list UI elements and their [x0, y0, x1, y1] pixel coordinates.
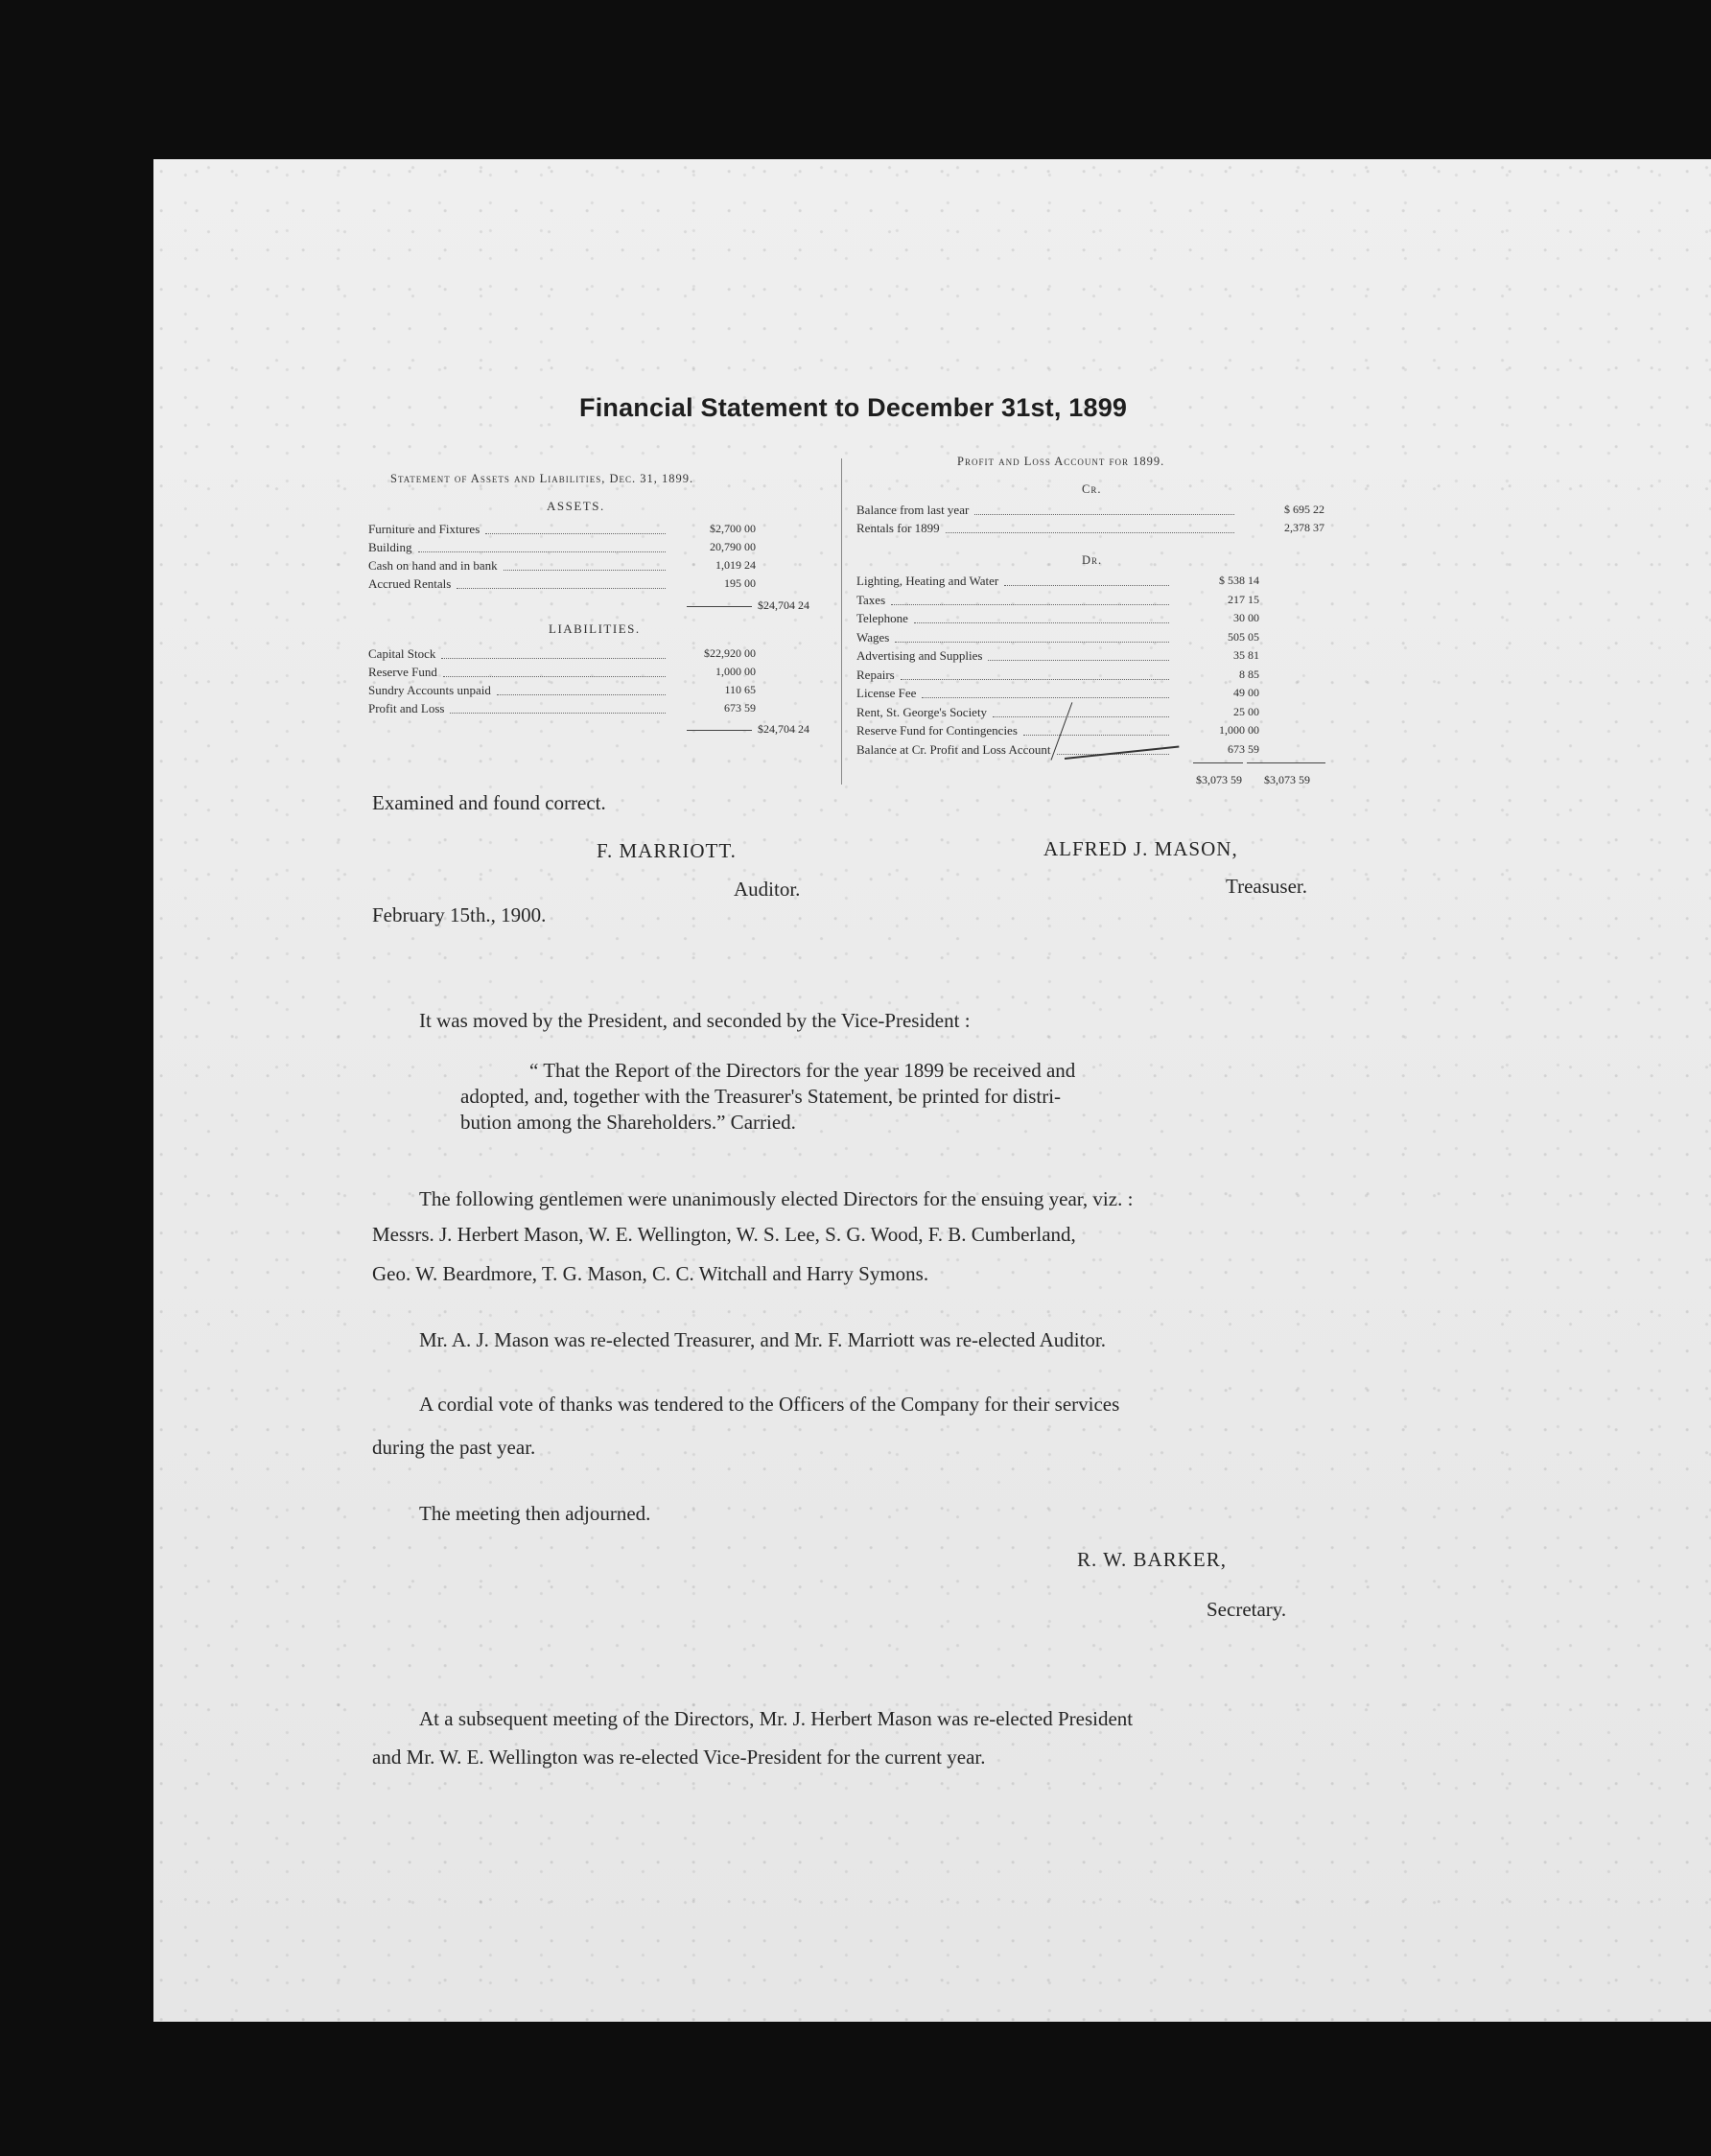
- dot-leader: [988, 648, 1169, 661]
- debit-total-rule: [1193, 762, 1243, 763]
- credit-row-amount: 2,378 37: [1284, 521, 1324, 534]
- treasurer-title: Treasuser.: [1226, 875, 1307, 898]
- assets-total: $24,704 24: [758, 598, 809, 612]
- credit-row: [856, 503, 1324, 521]
- auditor-name: F. MARRIOTT.: [597, 839, 737, 862]
- debit-row-amount: 35 81: [1233, 648, 1259, 662]
- liability-row: [368, 701, 756, 719]
- column-divider: [841, 458, 842, 785]
- assets-total-rule: [687, 606, 752, 607]
- motion-line-3: bution among the Shareholders.” Carried.: [460, 1111, 796, 1134]
- liabilities-total-rule: [687, 730, 752, 731]
- secretary-name: R. W. BARKER,: [1077, 1548, 1227, 1571]
- debit-row: [856, 630, 1259, 648]
- dot-leader: [946, 521, 1234, 533]
- dot-leader: [485, 522, 666, 534]
- debit-total: $3,073 59: [1196, 773, 1242, 786]
- debit-row-amount: 8 85: [1239, 667, 1259, 681]
- debit-row-amount: $ 538 14: [1219, 574, 1259, 587]
- debit-row-label: Balance at Cr. Profit and Loss Account: [856, 741, 1051, 757]
- auditor-title: Auditor.: [734, 878, 801, 901]
- thanks-line-1: A cordial vote of thanks was tendered to the Officers of the Company for their services: [419, 1393, 1120, 1416]
- asset-row-label: Furniture and Fixtures: [368, 522, 480, 536]
- asset-row: [368, 558, 756, 576]
- motion-intro: It was moved by the President, and seconded by the Vice-President :: [419, 1009, 971, 1032]
- liability-row-label: Profit and Loss: [368, 701, 445, 715]
- dot-leader: [1023, 723, 1169, 736]
- dot-leader: [443, 665, 666, 677]
- liabilities-total: $24,704 24: [758, 722, 809, 736]
- debit-row-label: Wages: [856, 629, 890, 644]
- debit-row-amount: 217 15: [1228, 592, 1259, 606]
- asset-row-amount: 195 00: [724, 576, 756, 590]
- dot-leader: [1004, 574, 1169, 586]
- liability-row-amount: $22,920 00: [704, 646, 756, 660]
- dot-leader: [922, 686, 1169, 698]
- debit-heading: Dr.: [1082, 553, 1103, 567]
- secretary-title: Secretary.: [1207, 1598, 1287, 1621]
- treasurer-name: ALFRED J. MASON,: [1043, 837, 1238, 860]
- debit-row-amount: 30 00: [1233, 611, 1259, 624]
- credit-total: $3,073 59: [1264, 773, 1310, 786]
- liability-row-amount: 1,000 00: [715, 665, 756, 678]
- debit-row: [856, 648, 1259, 667]
- debit-row-label: Telephone: [856, 611, 908, 625]
- dot-leader: [974, 503, 1234, 515]
- debit-row-label: Repairs: [856, 667, 895, 682]
- debit-row: [856, 611, 1259, 629]
- debit-row: [856, 593, 1259, 611]
- credit-heading: Cr.: [1082, 482, 1102, 496]
- liability-row: [368, 665, 756, 683]
- debit-row-label: Lighting, Heating and Water: [856, 574, 999, 588]
- asset-row-label: Accrued Rentals: [368, 576, 452, 591]
- debit-row: [856, 742, 1259, 761]
- examined-note: Examined and found correct.: [372, 791, 606, 814]
- dot-leader: [891, 593, 1169, 605]
- credit-row-label: Balance from last year: [856, 503, 970, 517]
- asset-row-amount: 20,790 00: [710, 540, 756, 553]
- assets-statement-heading: Statement of Assets and Liabilities, Dec. 31, 1899.: [390, 472, 694, 485]
- debit-row: [856, 705, 1259, 723]
- debit-row-amount: 1,000 00: [1219, 723, 1259, 737]
- liability-row-label: Reserve Fund: [368, 665, 437, 679]
- subsequent-line-1: At a subsequent meeting of the Directors, Mr. J. Herbert Mason was re-elected President: [419, 1707, 1134, 1730]
- dot-leader: [441, 646, 666, 659]
- debit-row: [856, 668, 1259, 686]
- asset-row-label: Building: [368, 540, 412, 554]
- dot-leader: [993, 705, 1169, 717]
- debit-row-amount: 25 00: [1233, 704, 1259, 718]
- directors-line-3: Geo. W. Beardmore, T. G. Mason, C. C. Witchall and Harry Symons.: [372, 1262, 929, 1285]
- motion-line-2: adopted, and, together with the Treasurer's Statement, be printed for distri-: [460, 1085, 1062, 1108]
- motion-line-1: “ That the Report of the Directors for the year 1899 be received and: [529, 1059, 1076, 1082]
- liability-row: [368, 683, 756, 701]
- asset-row: [368, 576, 756, 595]
- credit-row-label: Rentals for 1899: [856, 521, 940, 535]
- asset-row-label: Cash on hand and in bank: [368, 558, 498, 573]
- asset-row-amount: 1,019 24: [715, 558, 756, 572]
- debit-row-amount: 49 00: [1233, 686, 1259, 699]
- assets-heading: ASSETS.: [547, 499, 605, 513]
- liabilities-heading: LIABILITIES.: [549, 621, 641, 636]
- dot-leader: [450, 701, 666, 714]
- thanks-line-2: during the past year.: [372, 1436, 536, 1459]
- debit-row-label: Reserve Fund for Contingencies: [856, 723, 1018, 738]
- debit-row: [856, 574, 1259, 592]
- credit-row: [856, 521, 1324, 539]
- liability-row: [368, 646, 756, 665]
- liability-row-label: Sundry Accounts unpaid: [368, 683, 491, 697]
- liability-row-label: Capital Stock: [368, 646, 436, 661]
- debit-row-amount: 673 59: [1228, 741, 1259, 756]
- dot-leader: [914, 611, 1169, 623]
- document-title: Financial Statement to December 31st, 1899: [579, 393, 1128, 422]
- debit-row-label: Taxes: [856, 592, 886, 607]
- asset-row-amount: $2,700 00: [710, 522, 756, 535]
- dot-leader: [497, 683, 666, 695]
- profit-loss-heading: Profit and Loss Account for 1899.: [957, 455, 1165, 468]
- dot-leader: [895, 630, 1169, 643]
- debit-row-label: License Fee: [856, 686, 917, 700]
- dot-leader: [504, 558, 666, 571]
- credit-row-amount: $ 695 22: [1284, 503, 1324, 516]
- debit-row-label: Advertising and Supplies: [856, 648, 983, 663]
- asset-row: [368, 540, 756, 558]
- dot-leader: [901, 668, 1169, 680]
- directors-line-2: Messrs. J. Herbert Mason, W. E. Wellington, W. S. Lee, S. G. Wood, F. B. Cumberland,: [372, 1223, 1076, 1246]
- subsequent-line-2: and Mr. W. E. Wellington was re-elected Vice-President for the current year.: [372, 1746, 986, 1769]
- debit-row-amount: 505 05: [1228, 629, 1259, 644]
- asset-row: [368, 522, 756, 540]
- statement-date: February 15th., 1900.: [372, 903, 547, 926]
- reelection-note: Mr. A. J. Mason was re-elected Treasurer, and Mr. F. Marriott was re-elected Auditor.: [419, 1328, 1106, 1351]
- debit-row: [856, 686, 1259, 704]
- dot-leader: [457, 576, 666, 589]
- directors-line-1: The following gentlemen were unanimously elected Directors for the ensuing year, viz. :: [419, 1187, 1134, 1210]
- liability-row-amount: 673 59: [724, 701, 756, 715]
- liability-row-amount: 110 65: [724, 683, 756, 696]
- dot-leader: [418, 540, 666, 552]
- credit-total-rule: [1247, 762, 1325, 763]
- debit-row-label: Rent, St. George's Society: [856, 704, 988, 719]
- adjourned-note: The meeting then adjourned.: [419, 1502, 651, 1525]
